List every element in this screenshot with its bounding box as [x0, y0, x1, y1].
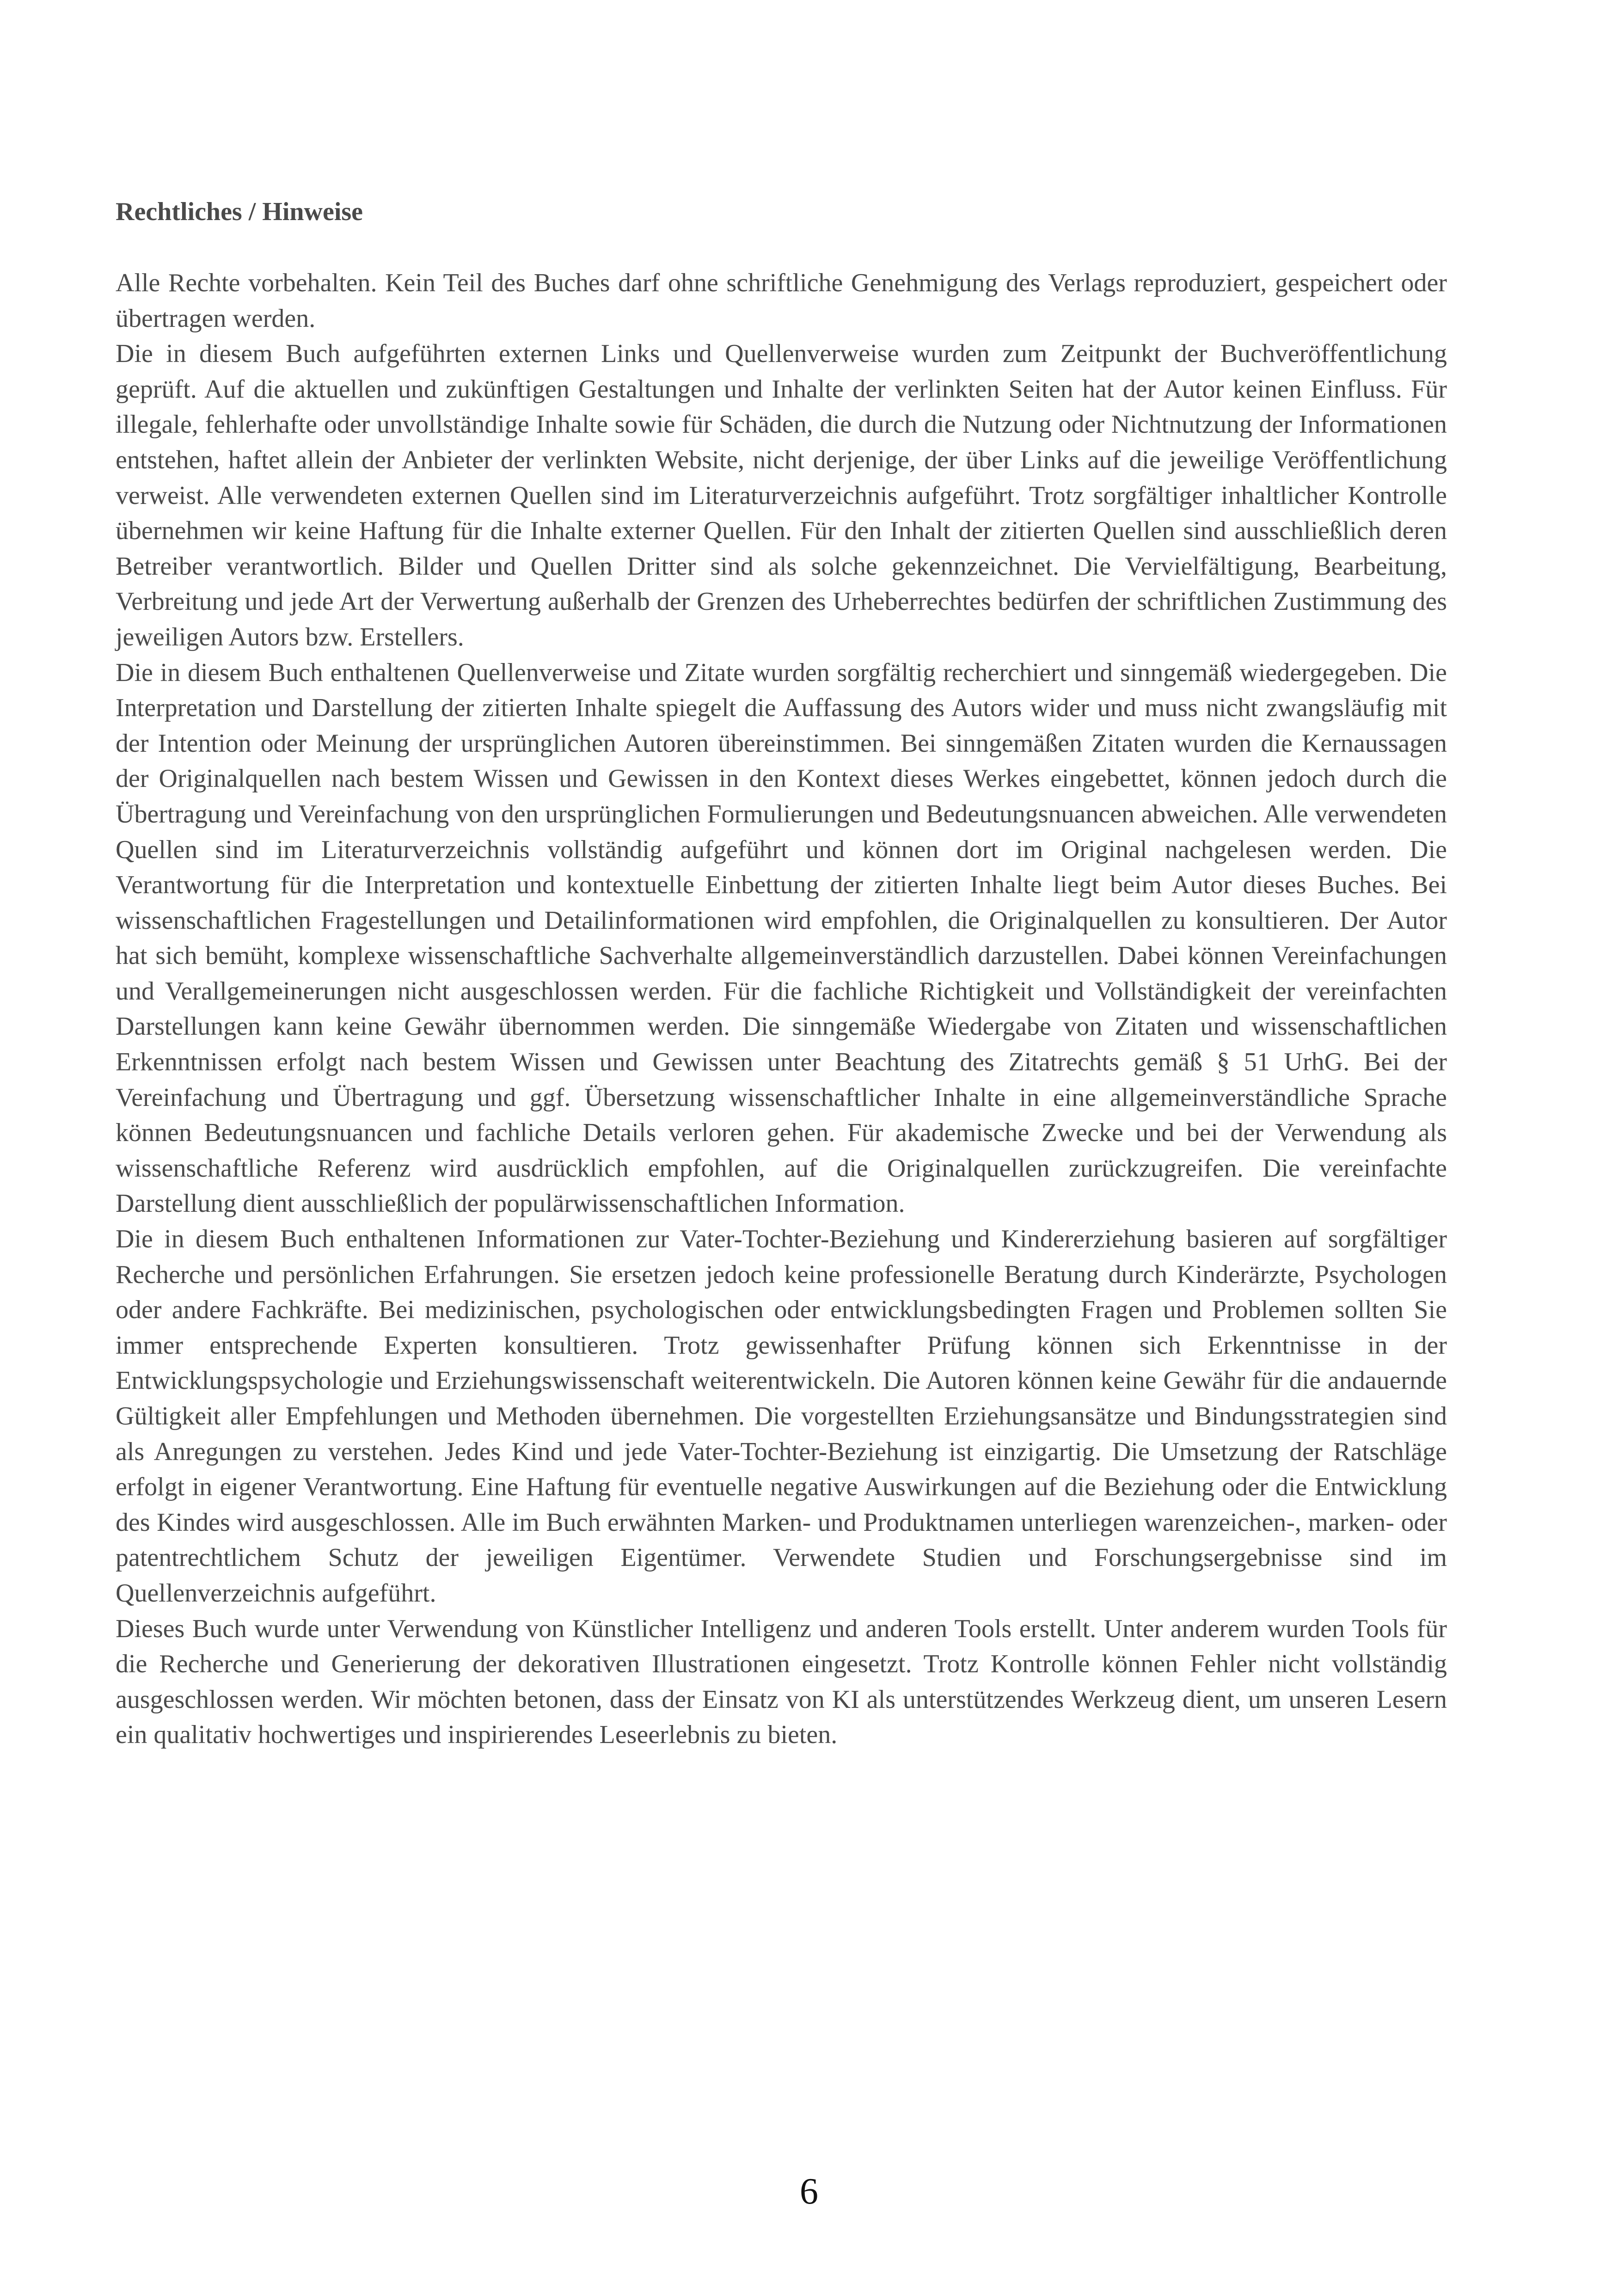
page-content — [116, 194, 1447, 1753]
paragraph-parenting-disclaimer: Die in diesem Buch enthaltenen Informationen zur Vater-Tochter-Beziehung und Kindererziehung basieren auf sorgfältiger Recherche und persönlichen Erfahrungen. Sie ersetzen jedoch keine professionelle Beratung durch Kinderärzte, Psychologen oder andere Fachkräfte. Bei medizinischen, psychologischen oder entwicklungsbedingten Fragen und Problemen sollten Sie immer entsprechende Experten konsultieren. Trotz gewissenhafter Prüfung können sich Erkenntnisse in der Entwicklungspsychologie und Erziehungswissenschaft weiterentwickeln. Die Autoren können keine Gewähr für die andauernde Gültigkeit aller Empfehlungen und Methoden übernehmen. Die vorgestellten Erziehungsansätze und Bindungsstrategien sind als Anregungen zu verstehen. Jedes Kind und jede Vater-Tochter-Beziehung ist einzigartig. Die Umsetzung der Ratschläge erfolgt in eigener Verantwortung. Eine Haftung für eventuelle negative Auswirkungen auf die Beziehung oder die Entwicklung des Kindes wird ausgeschlossen. Alle im Buch erwähnten Marken- und Produktnamen unterliegen warenzeichen-, marken- oder patentrechtlichem Schutz der jeweiligen Eigentümer. Verwendete Studien und Forschungsergebnisse sind im Quellenverzeichnis aufgeführt. — [116, 1225, 1447, 1608]
page-heading: Rechtliches / Hinweise — [116, 197, 363, 226]
page-number: 6 — [800, 2171, 818, 2212]
paragraph-ai-notice: Dieses Buch wurde unter Verwendung von Künstlicher Intelligenz und anderen Tools erstellt. Unter anderem wurden Tools für die Recherche und Generierung der dekorativen Illustrationen eingesetzt. Trotz Kontrolle können Fehler nicht vollständig ausgeschlossen werden. Wir möchten betonen, dass der Einsatz von KI als unterstützendes Werkzeug dient, um unseren Lesern ein qualitativ hochwertiges und inspirierendes Leseerlebnis zu bieten. — [116, 1614, 1447, 1750]
paragraph-rights: Alle Rechte vorbehalten. Kein Teil des Buches darf ohne schriftliche Genehmigung des Verlags reproduziert, gespeichert oder übertragen werden. — [116, 269, 1447, 333]
paragraph-citations: Die in diesem Buch enthaltenen Quellenverweise und Zitate wurden sorgfältig recherchiert und sinngemäß wiedergegeben. Die Interpretation und Darstellung der zitierten Inhalte spiegelt die Auffassung des Autors wider und muss nicht zwangsläufig mit der Intention oder Meinung der ursprünglichen Autoren übereinstimmen. Bei sinngemäßen Zitaten wurden die Kernaussagen der Originalquellen nach bestem Wissen und Gewissen in den Kontext dieses Werkes eingebettet, können jedoch durch die Übertragung und Vereinfachung von den ursprünglichen Formulierungen und Bedeutungsnuancen abweichen. Alle verwendeten Quellen sind im Literaturverzeichnis vollständig aufgeführt und können dort im Original nachgelesen werden. Die Verantwortung für die Interpretation und kontextuelle Einbettung der zitierten Inhalte liegt beim Autor dieses Buches. Bei wissenschaftlichen Fragestellungen und Detailinformationen wird empfohlen, die Originalquellen zu konsultieren. Der Autor hat sich bemüht, komplexe wissenschaftliche Sachverhalte allgemeinverständlich darzustellen. Dabei können Vereinfachungen und Verallgemeinerungen nicht ausgeschlossen werden. Für die fachliche Richtigkeit und Vollständigkeit der vereinfachten Darstellungen kann keine Gewähr übernommen werden. Die sinngemäße Wiedergabe von Zitaten und wissenschaftlichen Erkenntnissen erfolgt nach bestem Wissen und Gewissen unter Beachtung des Zitatrechts gemäß § 51 UrhG. Bei der Vereinfachung und Übertragung und ggf. Übersetzung wissenschaftlicher Inhalte in eine allgemeinverständliche Sprache können Bedeutungsnuancen und fachliche Details verloren gehen. Für akademische Zwecke und bei der Verwendung als wissenschaftliche Referenz wird ausdrücklich empfohlen, auf die Originalquellen zurückzugreifen. Die vereinfachte Darstellung dient ausschließlich der populärwissenschaftlichen Information. — [116, 658, 1447, 1218]
paragraph-external-links: Die in diesem Buch aufgeführten externen Links und Quellenverweise wurden zum Zeitpunkt der Buchveröffentlichung geprüft. Auf die aktuellen und zukünftigen Gestaltungen und Inhalte der verlinkten Seiten hat der Autor keinen Einfluss. Für illegale, fehlerhafte oder unvollständige Inhalte sowie für Schäden, die durch die Nutzung oder Nichtnutzung der Informationen entstehen, haftet allein der Anbieter der verlinkten Website, nicht derjenige, der über Links auf die jeweilige Veröffentlichung verweist. Alle verwendeten externen Quellen sind im Literaturverzeichnis aufgeführt. Trotz sorgfältiger inhaltlicher Kontrolle übernehmen wir keine Haftung für die Inhalte externer Quellen. Für den Inhalt der zitierten Quellen sind ausschließlich deren Betreiber verantwortlich. Bilder und Quellen Dritter sind als solche gekennzeichnet. Die Vervielfältigung, Bearbeitung, Verbreitung und jede Art der Verwertung außerhalb der Grenzen des Urheberrechtes bedürfen der schriftlichen Zustimmung des jeweiligen Autors bzw. Erstellers. — [116, 339, 1447, 651]
